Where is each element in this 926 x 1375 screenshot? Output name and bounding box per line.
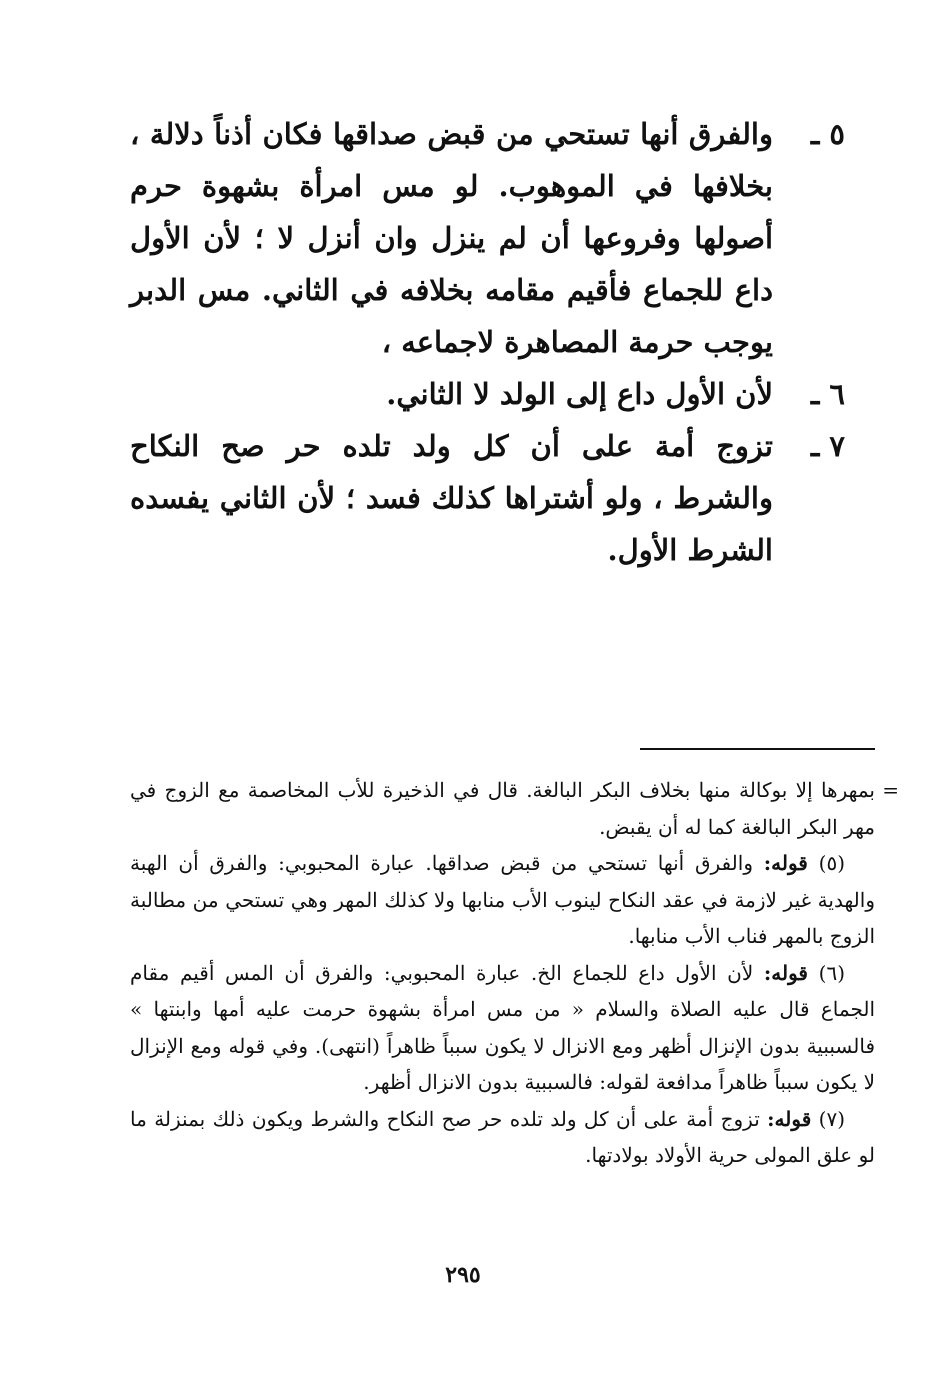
- main-text: [130, 108, 845, 576]
- main-item-5: [130, 108, 845, 368]
- footnotes: [130, 772, 899, 1174]
- footnote-7: [130, 1101, 875, 1174]
- footnote-number: (٦): [818, 960, 846, 985]
- main-item-6: [130, 368, 845, 420]
- main-item-number: ٦ ـ: [810, 377, 845, 411]
- footnote-keyword: قوله:: [763, 960, 808, 985]
- main-item-number: ٧ ـ: [810, 429, 845, 463]
- footnote-5: [130, 845, 875, 955]
- main-item-number: ٥ ـ: [810, 117, 845, 151]
- main-item-text: والفرق أنها تستحي من قبض صداقها فكان أذناً دلالة ، بخلافها في الموهوب. لو مس امرأة بشهوة حرم أصولها وفروعها أن لم ينزل وان أنزل لا ؛ لأن الأول داع للجماع فأقيم مقامه بخلافه في الثاني. مس الدبر يوجب حرمة المصاهرة لاجماعه ،: [130, 117, 773, 359]
- main-item-7: [130, 420, 845, 576]
- footnote-continuation-text: بمهرها إلا بوكالة منها بخلاف البكر البالغة. قال في الذخيرة للأب المخاصمة مع الزوج في مهر البكر البالغة كما له أن يقبض.: [130, 778, 875, 839]
- footnote-keyword: قوله:: [767, 1106, 812, 1131]
- footnote-6: [130, 955, 875, 1101]
- footnote-text: لأن الأول داع للجماع الخ. عبارة المحبوبي: والفرق أن المس أقيم مقام الجماع قال عليه الصلاة والسلام « من مس امرأة بشهوة حرمت عليه أمها وابنتها » فالسببية بدون الإنزال أظهر ومع الانزال لا يكون سبباً ظاهراً (انتهى). وفي قوله ومع الإنزال لا يكون سبباً ظاهراً مدافعة لقوله: فالسببية بدون الانزال أظهر.: [130, 960, 875, 1094]
- footnote-text: تزوج أمة على أن كل ولد تلده حر صح النكاح والشرط ويكون ذلك بمنزلة ما لو علق المولى حرية الأولاد بولادتها.: [130, 1106, 875, 1167]
- main-item-text: لأن الأول داع إلى الولد لا الثاني.: [386, 377, 773, 411]
- footnote-continuation: [130, 772, 899, 845]
- footnote-number: (٥): [818, 851, 846, 875]
- main-item-text: تزوج أمة على أن كل ولد تلده حر صح النكاح والشرط ، ولو أشتراها كذلك فسد ؛ لأن الثاني يفسده الشرط الأول.: [130, 429, 773, 567]
- footnote-keyword: قوله:: [763, 851, 808, 875]
- continuation-mark: =: [882, 778, 899, 802]
- footnote-divider: [640, 748, 875, 750]
- page-number: ٢٩٥: [445, 1262, 481, 1288]
- footnote-number: (٧): [818, 1106, 846, 1131]
- footnote-text: والفرق أنها تستحي من قبض صداقها. عبارة المحبوبي: والفرق أن الهبة والهدية غير لازمة في عقد النكاح لينوب الأب منابها ولا كذلك المهر وهي تستحي من مطالبة الزوج بالمهر فناب الأب منابها.: [130, 851, 875, 948]
